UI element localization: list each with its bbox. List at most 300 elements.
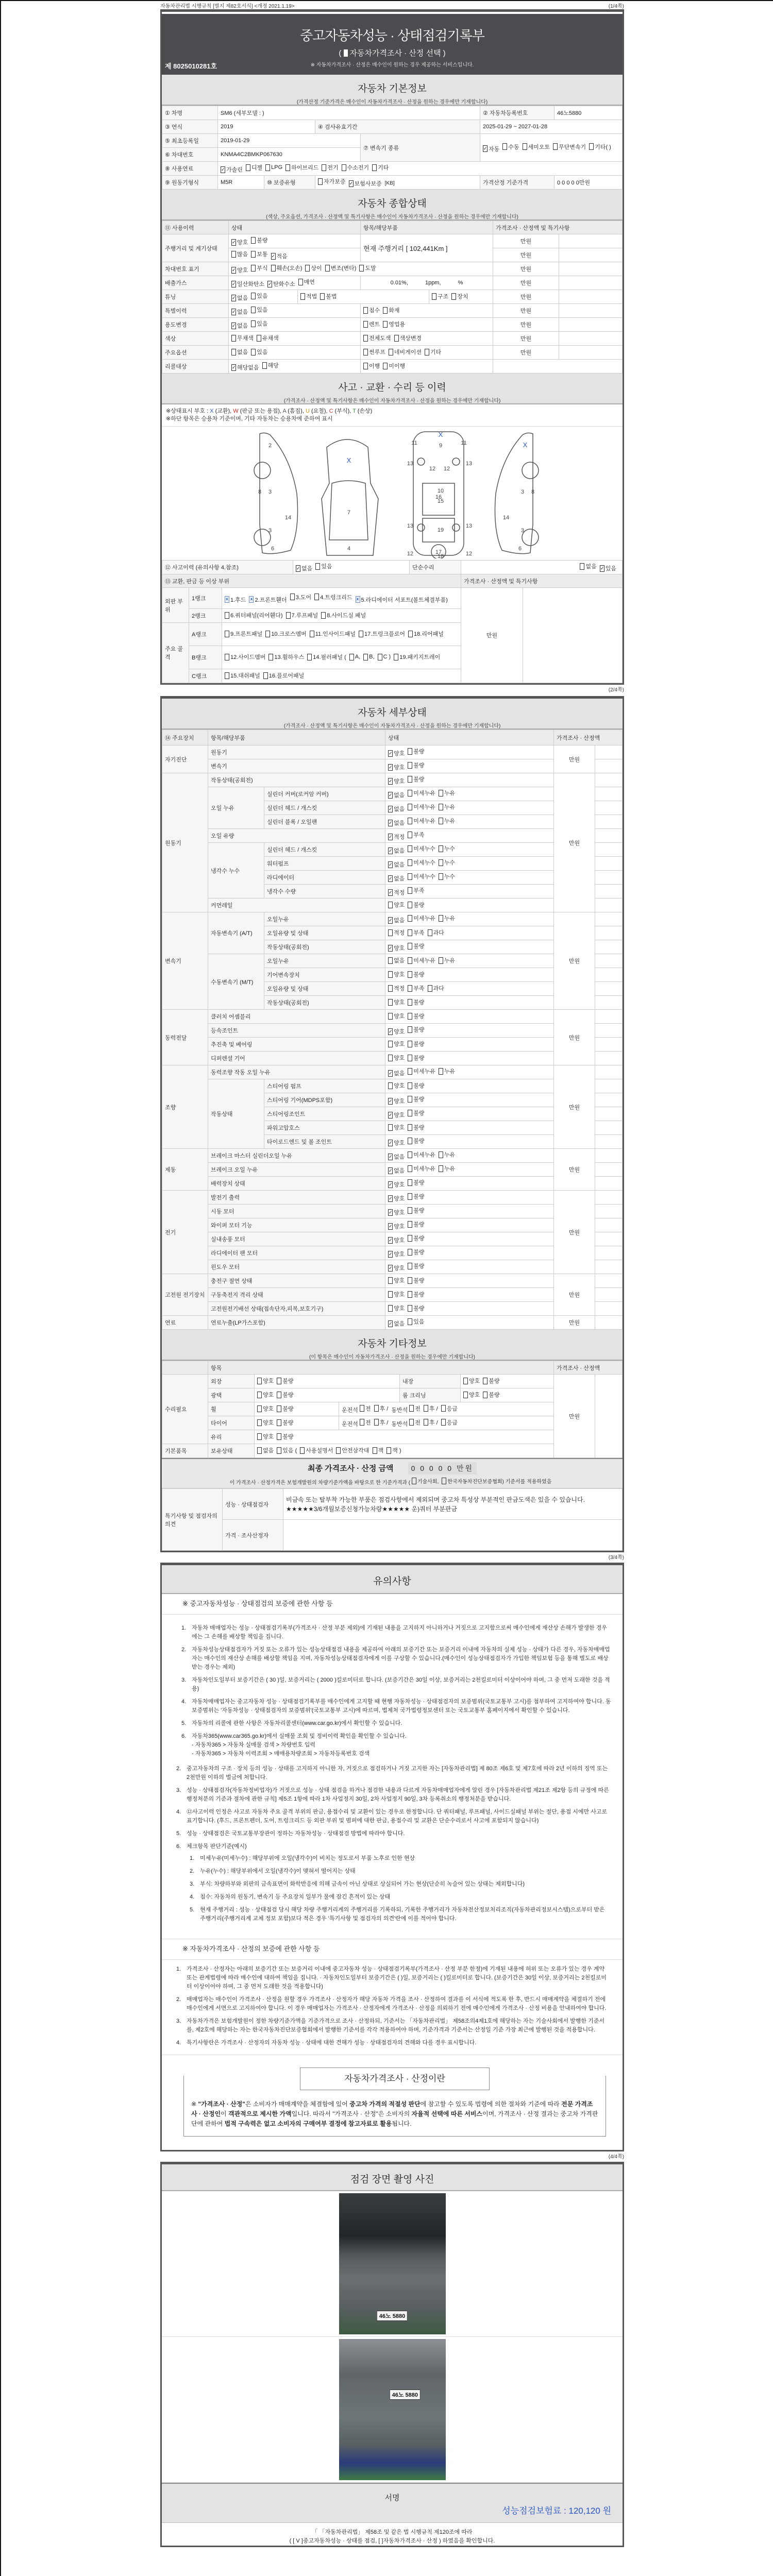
checkbox-option[interactable] xyxy=(231,238,248,246)
checkbox-option[interactable] xyxy=(383,362,405,370)
checkbox-empty-icon[interactable] xyxy=(388,1082,393,1089)
checkbox-option[interactable] xyxy=(408,1095,424,1103)
checkmark-icon[interactable]: ✓ xyxy=(221,166,225,172)
checkbox-option[interactable] xyxy=(305,264,322,272)
checkbox-option[interactable] xyxy=(277,1391,293,1399)
checkbox-option[interactable] xyxy=(388,1111,405,1119)
checkbox-option[interactable] xyxy=(408,1234,424,1242)
checkbox-option[interactable] xyxy=(321,611,366,619)
checkbox-empty-icon[interactable] xyxy=(408,1179,412,1186)
checkbox-option[interactable] xyxy=(251,292,267,300)
checkbox-empty-icon[interactable] xyxy=(388,902,393,908)
checkbox-option[interactable] xyxy=(388,749,405,757)
checkbox-option[interactable] xyxy=(408,1276,424,1284)
checkbox-option[interactable] xyxy=(388,1123,405,1131)
checkbox-empty-icon[interactable] xyxy=(363,349,368,355)
checkbox-option[interactable] xyxy=(600,564,616,572)
checkbox-empty-icon[interactable] xyxy=(408,1068,412,1075)
checkbox-option[interactable] xyxy=(251,250,267,258)
checkbox-option[interactable] xyxy=(298,278,315,286)
checkbox-option[interactable] xyxy=(251,236,267,244)
checkbox-option[interactable] xyxy=(412,1477,439,1485)
checkbox-option[interactable] xyxy=(372,163,389,172)
checkbox-empty-icon[interactable] xyxy=(451,293,456,300)
checkbox-option[interactable] xyxy=(451,292,468,300)
checkbox-option[interactable] xyxy=(251,306,267,314)
checkbox-option[interactable] xyxy=(580,562,596,570)
checkbox-option[interactable] xyxy=(231,308,248,316)
checkbox-empty-icon[interactable] xyxy=(441,1405,446,1412)
checkbox-option[interactable] xyxy=(388,998,405,1006)
checkbox-option[interactable] xyxy=(388,1250,405,1258)
checkbox-option[interactable] xyxy=(257,334,279,342)
checkbox-empty-icon[interactable] xyxy=(383,363,388,369)
checkbox-option[interactable] xyxy=(408,886,424,894)
checkbox-empty-icon[interactable] xyxy=(408,790,412,796)
checkbox-option[interactable] xyxy=(265,630,306,638)
checkbox-empty-icon[interactable] xyxy=(251,293,256,299)
checkbox-option[interactable] xyxy=(408,901,424,909)
checkbox-option[interactable] xyxy=(251,348,267,356)
checkbox-option[interactable] xyxy=(439,844,455,853)
checkbox-empty-icon[interactable] xyxy=(265,631,270,637)
checkbox-option[interactable] xyxy=(408,747,424,755)
checkmark-icon[interactable]: ✓ xyxy=(389,1112,393,1117)
checkmark-icon[interactable]: ✓ xyxy=(389,1320,393,1326)
checkmark-icon[interactable]: ✓ xyxy=(232,309,236,314)
checkbox-option[interactable] xyxy=(439,1067,455,1075)
checkbox-empty-icon[interactable] xyxy=(360,1419,364,1426)
checkbox-empty-icon[interactable] xyxy=(257,1378,262,1384)
checkbox-option[interactable] xyxy=(389,348,422,356)
checkbox-empty-icon[interactable] xyxy=(388,1291,393,1298)
checkbox-empty-icon[interactable] xyxy=(231,335,236,342)
checkbox-empty-icon[interactable] xyxy=(246,164,250,171)
checkbox-empty-icon[interactable] xyxy=(408,818,412,824)
checkbox-option[interactable] xyxy=(246,163,262,172)
checkbox-option[interactable] xyxy=(300,292,317,300)
checkbox-empty-icon[interactable] xyxy=(439,859,443,866)
checkbox-option[interactable] xyxy=(388,874,405,883)
checkbox-empty-icon[interactable] xyxy=(378,654,382,660)
checkbox-empty-icon[interactable] xyxy=(290,594,295,600)
checkbox-option[interactable] xyxy=(315,562,332,570)
checkmark-icon[interactable]: ✓ xyxy=(232,267,236,273)
checkbox-option[interactable] xyxy=(388,1304,405,1312)
checkbox-empty-icon[interactable] xyxy=(439,818,443,824)
checkmark-icon[interactable]: ✓ xyxy=(389,1237,393,1243)
checkbox-empty-icon[interactable] xyxy=(359,265,364,272)
checkbox-option[interactable] xyxy=(231,250,248,258)
checkbox-option[interactable] xyxy=(463,1377,480,1385)
checkbox-empty-icon[interactable] xyxy=(277,1405,281,1412)
checkbox-empty-icon[interactable] xyxy=(408,943,412,950)
checkbox-empty-icon[interactable] xyxy=(300,1447,305,1454)
checkbox-option[interactable] xyxy=(373,1446,384,1454)
checkbox-empty-icon[interactable] xyxy=(231,349,236,355)
checkbox-option[interactable] xyxy=(408,970,424,978)
checkbox-empty-icon[interactable] xyxy=(257,1392,262,1398)
checkbox-empty-icon[interactable] xyxy=(408,1207,412,1214)
checkbox-option[interactable] xyxy=(439,803,455,811)
checkbox-empty-icon[interactable] xyxy=(408,915,412,922)
checkbox-empty-icon[interactable] xyxy=(408,1235,412,1242)
checkbox-option[interactable] xyxy=(249,596,287,604)
checkbox-empty-icon[interactable] xyxy=(408,631,413,637)
x-mark-icon[interactable]: x xyxy=(249,596,254,603)
checkbox-option[interactable] xyxy=(408,1164,435,1173)
checkbox-option[interactable] xyxy=(388,1319,405,1328)
checkbox-empty-icon[interactable] xyxy=(310,631,314,637)
checkmark-icon[interactable]: ✓ xyxy=(389,792,393,798)
checkbox-option[interactable] xyxy=(388,1276,405,1284)
checkbox-option[interactable] xyxy=(257,1391,274,1399)
checkbox-option[interactable] xyxy=(271,264,303,272)
checkbox-empty-icon[interactable] xyxy=(463,1392,468,1398)
checkbox-empty-icon[interactable] xyxy=(408,902,412,908)
checkmark-icon[interactable]: ✓ xyxy=(389,917,393,923)
checkbox-empty-icon[interactable] xyxy=(336,1447,341,1454)
checkbox-option[interactable] xyxy=(277,1418,293,1427)
checkbox-option[interactable] xyxy=(439,789,455,797)
checkbox-empty-icon[interactable] xyxy=(409,1419,414,1426)
checkbox-empty-icon[interactable] xyxy=(408,776,412,783)
checkbox-empty-icon[interactable] xyxy=(408,859,412,866)
checkmark-icon[interactable]: ✓ xyxy=(232,364,236,370)
checkmark-icon[interactable]: ✓ xyxy=(389,848,393,853)
checkbox-option[interactable] xyxy=(483,1377,499,1385)
checkmark-icon[interactable]: ✓ xyxy=(232,239,236,245)
checkbox-option[interactable] xyxy=(483,145,499,153)
checkbox-empty-icon[interactable] xyxy=(374,1405,379,1412)
checkbox-empty-icon[interactable] xyxy=(268,654,273,660)
checkbox-empty-icon[interactable] xyxy=(439,804,443,810)
checkbox-option[interactable] xyxy=(425,348,441,356)
checkbox-option[interactable] xyxy=(408,984,424,992)
checkbox-option[interactable] xyxy=(408,1206,424,1214)
checkbox-option[interactable] xyxy=(378,654,391,660)
checkbox-empty-icon[interactable] xyxy=(424,1419,428,1426)
checkbox-empty-icon[interactable] xyxy=(388,1305,393,1312)
checkbox-empty-icon[interactable] xyxy=(388,1041,393,1047)
checkbox-option[interactable] xyxy=(257,1377,274,1385)
checkbox-empty-icon[interactable] xyxy=(439,873,443,880)
checkbox-option[interactable] xyxy=(441,1404,458,1413)
checkbox-empty-icon[interactable] xyxy=(428,985,432,992)
checkmark-icon[interactable]: ✓ xyxy=(389,889,393,895)
checkbox-option[interactable] xyxy=(388,1040,405,1048)
checkbox-option[interactable] xyxy=(277,1432,293,1440)
checkbox-empty-icon[interactable] xyxy=(277,1378,281,1384)
checkbox-option[interactable] xyxy=(388,791,405,799)
checkbox-option[interactable] xyxy=(388,777,405,785)
checkbox-option[interactable] xyxy=(408,1054,424,1062)
checkbox-empty-icon[interactable] xyxy=(277,1419,281,1426)
checkbox-option[interactable] xyxy=(257,1446,274,1454)
checkbox-empty-icon[interactable] xyxy=(388,971,393,978)
checkbox-empty-icon[interactable] xyxy=(277,1433,281,1440)
checkbox-option[interactable] xyxy=(318,177,346,185)
checkbox-empty-icon[interactable] xyxy=(424,1405,428,1412)
checkbox-option[interactable] xyxy=(388,1097,405,1105)
checkbox-option[interactable] xyxy=(408,1290,424,1298)
checkmark-icon[interactable]: ✓ xyxy=(389,1098,393,1104)
checkbox-empty-icon[interactable] xyxy=(432,293,436,300)
checkbox-empty-icon[interactable] xyxy=(442,1478,446,1484)
checkbox-empty-icon[interactable] xyxy=(408,1151,412,1158)
checkmark-icon[interactable]: ✓ xyxy=(389,1209,393,1215)
checkbox-empty-icon[interactable] xyxy=(553,143,558,150)
checkmark-icon[interactable]: ✓ xyxy=(389,764,393,770)
checkbox-empty-icon[interactable] xyxy=(257,335,261,342)
checkbox-option[interactable] xyxy=(388,984,405,992)
checkbox-option[interactable] xyxy=(408,1248,424,1256)
checkbox-option[interactable] xyxy=(383,320,405,328)
checkbox-option[interactable] xyxy=(388,1290,405,1298)
checkmark-icon[interactable]: ✓ xyxy=(296,565,300,571)
checkbox-option[interactable] xyxy=(589,143,611,151)
checkbox-empty-icon[interactable] xyxy=(408,804,412,810)
checkmark-icon[interactable]: ✓ xyxy=(389,1140,393,1145)
checkbox-empty-icon[interactable] xyxy=(225,612,229,619)
checkbox-empty-icon[interactable] xyxy=(428,929,432,936)
checkbox-empty-icon[interactable] xyxy=(408,1026,412,1033)
checkbox-option[interactable] xyxy=(408,1040,424,1048)
checkbox-empty-icon[interactable] xyxy=(412,1478,416,1484)
checkbox-empty-icon[interactable] xyxy=(321,612,326,619)
checkbox-empty-icon[interactable] xyxy=(300,293,305,300)
checkbox-empty-icon[interactable] xyxy=(263,672,268,679)
checkbox-option[interactable] xyxy=(394,653,440,661)
checkbox-empty-icon[interactable] xyxy=(251,320,256,327)
checkbox-option[interactable] xyxy=(296,564,312,572)
checkmark-icon[interactable]: ✓ xyxy=(389,750,393,756)
checkbox-empty-icon[interactable] xyxy=(318,178,323,185)
checkbox-option[interactable] xyxy=(257,1404,274,1413)
checkbox-option[interactable] xyxy=(388,1139,405,1147)
checkbox-option[interactable] xyxy=(388,928,405,937)
checkmark-icon[interactable]: ✓ xyxy=(389,1251,393,1257)
checkbox-empty-icon[interactable] xyxy=(349,654,354,660)
checkbox-empty-icon[interactable] xyxy=(251,307,256,313)
checkbox-empty-icon[interactable] xyxy=(265,164,270,171)
checkbox-empty-icon[interactable] xyxy=(285,164,290,171)
checkbox-empty-icon[interactable] xyxy=(502,143,507,150)
checkbox-option[interactable] xyxy=(408,1025,424,1033)
checkbox-option[interactable] xyxy=(388,819,405,827)
checkbox-option[interactable] xyxy=(388,1069,405,1077)
checkbox-option[interactable] xyxy=(432,292,448,300)
checkbox-option[interactable] xyxy=(388,901,405,909)
checkbox-option[interactable] xyxy=(428,928,444,937)
checkbox-option[interactable] xyxy=(408,998,424,1006)
checkbox-empty-icon[interactable] xyxy=(408,1291,412,1298)
checkbox-empty-icon[interactable] xyxy=(408,1124,412,1131)
checkbox-option[interactable] xyxy=(285,163,318,172)
checkbox-option[interactable] xyxy=(408,1178,424,1187)
checkmark-icon[interactable]: ✓ xyxy=(389,778,393,784)
checkbox-empty-icon[interactable] xyxy=(257,1419,262,1426)
checkmark-icon[interactable]: ✓ xyxy=(349,180,354,186)
checkbox-option[interactable] xyxy=(251,264,267,272)
checkbox-option[interactable] xyxy=(424,1404,438,1413)
checkbox-empty-icon[interactable] xyxy=(388,985,393,992)
checkbox-option[interactable] xyxy=(408,775,424,783)
checkbox-option[interactable] xyxy=(394,334,422,342)
checkbox-option[interactable] xyxy=(360,1418,371,1427)
checkbox-empty-icon[interactable] xyxy=(307,654,312,660)
checkbox-option[interactable] xyxy=(388,1236,405,1244)
checkbox-option[interactable] xyxy=(388,1027,405,1036)
checkbox-empty-icon[interactable] xyxy=(271,265,276,272)
checkbox-empty-icon[interactable] xyxy=(408,1305,412,1312)
checkbox-option[interactable] xyxy=(386,1446,401,1454)
checkbox-empty-icon[interactable] xyxy=(408,957,412,964)
checkmark-icon[interactable]: ✓ xyxy=(232,295,236,300)
checkbox-empty-icon[interactable] xyxy=(257,1433,262,1440)
checkbox-option[interactable] xyxy=(388,846,405,855)
checkbox-option[interactable] xyxy=(408,1067,435,1075)
checkbox-empty-icon[interactable] xyxy=(394,335,399,342)
checkbox-option[interactable] xyxy=(356,596,448,604)
checkmark-icon[interactable]: ✓ xyxy=(232,323,236,328)
checkbox-empty-icon[interactable] xyxy=(342,164,346,171)
checkmark-icon[interactable]: ✓ xyxy=(600,565,604,571)
checkbox-empty-icon[interactable] xyxy=(523,143,527,150)
checkbox-option[interactable] xyxy=(263,671,304,680)
checkbox-option[interactable] xyxy=(225,671,260,680)
checkbox-option[interactable] xyxy=(325,264,357,272)
checkbox-empty-icon[interactable] xyxy=(298,279,303,285)
checkbox-option[interactable] xyxy=(359,264,376,272)
checkmark-icon[interactable]: ✓ xyxy=(389,945,393,951)
checkbox-option[interactable] xyxy=(231,280,264,288)
checkbox-option[interactable] xyxy=(307,653,346,661)
checkbox-empty-icon[interactable] xyxy=(372,164,377,171)
checkbox-option[interactable] xyxy=(388,763,405,771)
x-mark-icon[interactable]: x xyxy=(356,596,360,603)
checkbox-empty-icon[interactable] xyxy=(483,1378,488,1384)
checkbox-option[interactable] xyxy=(349,654,360,660)
checkbox-empty-icon[interactable] xyxy=(408,1013,412,1020)
checkmark-icon[interactable]: ✓ xyxy=(268,281,272,286)
checkbox-option[interactable] xyxy=(523,143,550,151)
checkbox-option[interactable] xyxy=(388,1180,405,1189)
checkbox-option[interactable] xyxy=(408,817,435,825)
checkbox-empty-icon[interactable] xyxy=(383,321,388,328)
checkbox-option[interactable] xyxy=(314,593,352,601)
checkbox-option[interactable] xyxy=(363,306,380,314)
checkbox-option[interactable] xyxy=(553,143,586,151)
checkbox-option[interactable] xyxy=(408,1012,424,1020)
checkbox-option[interactable] xyxy=(388,1012,405,1020)
checkbox-empty-icon[interactable] xyxy=(231,251,236,258)
checkbox-empty-icon[interactable] xyxy=(322,164,326,171)
checkmark-icon[interactable]: ✓ xyxy=(389,1028,393,1034)
checkbox-option[interactable] xyxy=(257,1418,274,1427)
checkbox-empty-icon[interactable] xyxy=(408,1110,412,1116)
checkbox-empty-icon[interactable] xyxy=(386,1447,391,1454)
checkmark-icon[interactable]: ✓ xyxy=(389,875,393,881)
checkmark-icon[interactable]: ✓ xyxy=(389,1154,393,1159)
checkbox-option[interactable] xyxy=(408,1123,424,1131)
checkbox-empty-icon[interactable] xyxy=(363,321,368,328)
checkbox-option[interactable] xyxy=(408,1262,424,1270)
checkbox-empty-icon[interactable] xyxy=(388,957,393,964)
checkbox-option[interactable] xyxy=(388,805,405,813)
checkbox-option[interactable] xyxy=(388,944,405,952)
checkbox-option[interactable] xyxy=(359,630,405,638)
checkbox-option[interactable] xyxy=(336,1446,369,1454)
checkbox-empty-icon[interactable] xyxy=(408,1138,412,1144)
checkbox-option[interactable] xyxy=(310,630,356,638)
checkmark-icon[interactable]: ✓ xyxy=(389,1181,393,1187)
checkbox-option[interactable] xyxy=(290,593,311,601)
checkbox-empty-icon[interactable] xyxy=(389,349,393,355)
checkbox-option[interactable] xyxy=(231,321,248,330)
checkmark-icon[interactable]: ✓ xyxy=(389,1167,393,1173)
checkmark-icon[interactable]: ✓ xyxy=(483,146,488,151)
checkbox-empty-icon[interactable] xyxy=(305,265,310,272)
checkbox-empty-icon[interactable] xyxy=(363,307,368,314)
checkbox-option[interactable] xyxy=(349,179,382,188)
checkbox-empty-icon[interactable] xyxy=(408,929,412,936)
checkbox-option[interactable] xyxy=(342,163,369,172)
checkbox-empty-icon[interactable] xyxy=(439,790,443,796)
checkbox-option[interactable] xyxy=(408,1150,435,1159)
checkbox-option[interactable] xyxy=(408,928,424,937)
checkbox-option[interactable] xyxy=(428,984,444,992)
checkbox-option[interactable] xyxy=(463,1391,480,1399)
checkbox-option[interactable] xyxy=(277,1404,293,1413)
checkbox-empty-icon[interactable] xyxy=(277,1447,281,1454)
checkbox-empty-icon[interactable] xyxy=(363,654,368,660)
checkbox-option[interactable] xyxy=(388,1264,405,1272)
checkbox-empty-icon[interactable] xyxy=(251,265,256,272)
checkbox-option[interactable] xyxy=(408,1137,424,1145)
checkbox-option[interactable] xyxy=(231,266,248,274)
checkbox-option[interactable] xyxy=(439,956,455,964)
checkbox-empty-icon[interactable] xyxy=(383,307,388,314)
checkbox-option[interactable] xyxy=(322,163,338,172)
x-mark-icon[interactable]: x xyxy=(225,596,229,603)
checkbox-option[interactable] xyxy=(225,596,246,604)
checkbox-empty-icon[interactable] xyxy=(408,1249,412,1256)
checkbox-option[interactable] xyxy=(277,1377,293,1385)
checkbox-empty-icon[interactable] xyxy=(409,1405,414,1412)
checkbox-option[interactable] xyxy=(408,1192,424,1200)
checkbox-option[interactable] xyxy=(388,1054,405,1062)
checkmark-icon[interactable]: ✓ xyxy=(389,820,393,825)
checkbox-empty-icon[interactable] xyxy=(441,1419,446,1426)
photo-engine-bay[interactable] xyxy=(339,2193,446,2334)
checkbox-empty-icon[interactable] xyxy=(225,631,229,637)
checkbox-empty-icon[interactable] xyxy=(408,1277,412,1284)
checkbox-option[interactable] xyxy=(225,611,283,619)
checkbox-option[interactable] xyxy=(221,165,243,174)
checkbox-empty-icon[interactable] xyxy=(425,349,429,355)
checkbox-option[interactable] xyxy=(251,319,267,328)
checkbox-option[interactable] xyxy=(388,1194,405,1202)
checkbox-option[interactable] xyxy=(231,294,248,302)
checkmark-icon[interactable]: ✓ xyxy=(389,834,393,839)
checkbox-empty-icon[interactable] xyxy=(363,363,368,369)
checkbox-option[interactable] xyxy=(231,363,259,371)
checkbox-empty-icon[interactable] xyxy=(408,887,412,894)
checkbox-empty-icon[interactable] xyxy=(580,563,584,570)
checkbox-empty-icon[interactable] xyxy=(408,762,412,769)
photo-rear-view[interactable] xyxy=(339,2339,446,2480)
